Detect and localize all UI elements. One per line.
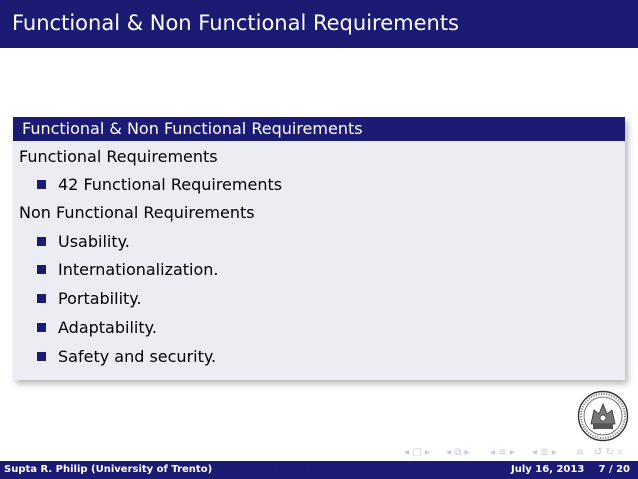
block-title: Functional & Non Functional Requirements: [22, 119, 363, 138]
subsection-nav-icon[interactable]: ◂ ≡ ▸: [490, 447, 515, 458]
bullet-icon: [37, 323, 46, 332]
list-item-text: Adaptability.: [58, 318, 157, 337]
block-header: [13, 117, 625, 141]
search-icon[interactable]: ↺ ↻ ⌕: [594, 447, 623, 458]
list-item: [13, 232, 613, 252]
slide-nav-icon[interactable]: ◂ □ ▸: [404, 447, 430, 458]
frame-nav-icon[interactable]: ◂ ⧉ ▸: [446, 447, 470, 458]
frame-title: Functional & Non Functional Requirements: [12, 11, 459, 35]
list-item-text: Portability.: [58, 289, 142, 308]
bullet-icon: [37, 352, 46, 361]
footer: [0, 461, 638, 479]
list-item: [13, 289, 613, 309]
footer-date: July 16, 2013: [511, 464, 585, 475]
footer-right: [425, 461, 638, 479]
align-icon[interactable]: ≡: [576, 447, 585, 458]
list-item-text: 42 Functional Requirements: [58, 175, 283, 194]
bullet-icon: [37, 294, 46, 303]
navigation-bar: [404, 447, 634, 459]
list-item: [13, 175, 613, 195]
list-item-text: Usability.: [58, 232, 130, 251]
bullet-icon: [37, 265, 46, 274]
university-seal-logo: [577, 390, 629, 442]
page-number: 7 / 20: [598, 464, 630, 475]
footer-title: Masters Dissertation: [267, 464, 370, 475]
list-item: [13, 318, 613, 338]
content-block: [13, 117, 625, 380]
section-heading-functional: Functional Requirements: [19, 147, 218, 166]
block-body: [13, 141, 625, 380]
list-item-text: Internationalization.: [58, 260, 219, 279]
frame-title-bar: [0, 0, 638, 48]
section-nav-icon[interactable]: ◂ ≣ ▸: [532, 447, 557, 458]
section-heading-non-functional: Non Functional Requirements: [19, 203, 255, 222]
bullet-icon: [37, 237, 46, 246]
list-item: [13, 347, 613, 367]
bullet-icon: [37, 180, 46, 189]
footer-middle: [212, 461, 425, 479]
footer-author: Supta R. Philip (University of Trento): [4, 464, 213, 475]
list-item-text: Safety and security.: [58, 347, 217, 366]
footer-left: [0, 461, 212, 479]
list-item: [13, 260, 613, 280]
